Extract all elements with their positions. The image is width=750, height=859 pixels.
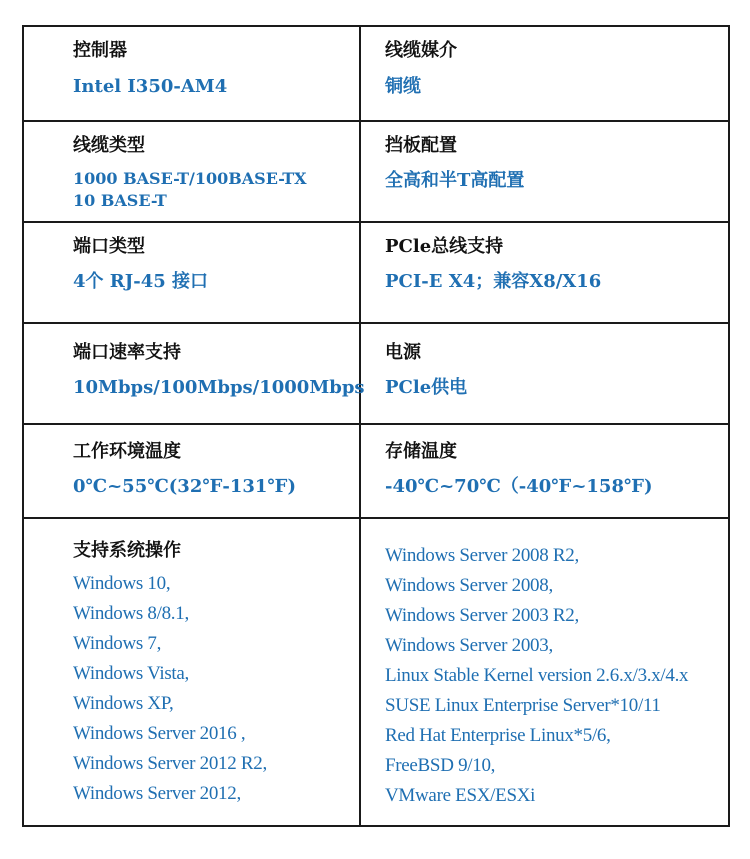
os-list-right: [385, 541, 728, 811]
power-label: 电源: [385, 342, 421, 363]
operating-temp-label: 工作环境温度: [73, 441, 181, 462]
list-item: Windows 7,: [73, 633, 162, 654]
list-item: Windows XP,: [73, 693, 174, 714]
cell-cable-media: [360, 26, 729, 121]
list-item: Windows Server 2012 R2,: [73, 753, 267, 774]
table-row: [23, 222, 729, 323]
table-row: [23, 518, 729, 826]
list-item: Windows 8/8.1,: [73, 603, 189, 624]
cell-bracket: [360, 121, 729, 222]
cell-port-speed: [23, 323, 365, 424]
list-item: Windows Server 2003,: [385, 635, 553, 656]
list-item: Red Hat Enterprise Linux*5/6,: [385, 725, 611, 746]
cell-storage-temp: [360, 424, 729, 518]
cable-type-value-line2: 10 BASE-T: [73, 191, 167, 210]
storage-temp-label: 存储温度: [385, 441, 457, 462]
controller-label: 控制器: [73, 40, 127, 61]
list-item: Windows Server 2012,: [73, 783, 241, 804]
list-item: SUSE Linux Enterprise Server*10/11: [385, 695, 661, 716]
list-item: Windows Vista,: [73, 663, 189, 684]
list-item: Windows Server 2008,: [385, 575, 553, 596]
cell-port-type: [23, 222, 360, 323]
port-speed-value: 10Mbps/100Mbps/1000Mbps: [73, 377, 365, 398]
power-value: PCle供电: [385, 377, 468, 398]
list-item: VMware ESX/ESXi: [385, 785, 536, 806]
table-row: [23, 26, 729, 121]
controller-value: Intel I350-AM4: [73, 76, 228, 97]
cell-os-support-left: [23, 518, 360, 826]
port-type-value: 4个 RJ-45 接口: [73, 271, 209, 292]
list-item: Windows Server 2003 R2,: [385, 605, 579, 626]
list-item: Windows 10,: [73, 573, 171, 594]
cable-media-value: 铜缆: [385, 76, 421, 97]
table-row: [23, 323, 729, 424]
operating-temp-value: 0℃~55℃(32℉-131℉): [73, 476, 296, 497]
spec-table: [22, 25, 730, 827]
cell-os-support-right: [360, 518, 729, 826]
port-type-label: 端口类型: [73, 236, 145, 257]
pcie-bus-value: PCI-E X4；兼容X8/X16: [385, 271, 602, 292]
cell-cable-type: [23, 121, 360, 222]
cable-type-value-line1: 1000 BASE-T/100BASE-TX: [73, 169, 307, 188]
list-item: Linux Stable Kernel version 2.6.x/3.x/4.x: [385, 665, 689, 686]
bracket-label: 挡板配置: [385, 135, 457, 156]
pcie-bus-label: PCle总线支持: [385, 236, 504, 257]
cell-power: [360, 323, 729, 424]
cell-controller: [23, 26, 360, 121]
cell-operating-temp: [23, 424, 360, 518]
os-support-label: 支持系统操作: [73, 540, 181, 561]
storage-temp-value: -40℃~70℃（-40℉~158℉): [385, 476, 653, 497]
list-item: FreeBSD 9/10,: [385, 755, 496, 776]
cable-type-label: 线缆类型: [73, 135, 145, 156]
cell-pcie-bus: [360, 222, 729, 323]
cable-media-label: 线缆媒介: [385, 40, 457, 61]
os-list-left: [73, 569, 359, 809]
bracket-value: 全高和半T高配置: [385, 170, 525, 191]
table-row: [23, 424, 729, 518]
list-item: Windows Server 2008 R2,: [385, 545, 579, 566]
list-item: Windows Server 2016 ,: [73, 723, 246, 744]
table-row: [23, 121, 729, 222]
port-speed-label: 端口速率支持: [73, 342, 181, 363]
